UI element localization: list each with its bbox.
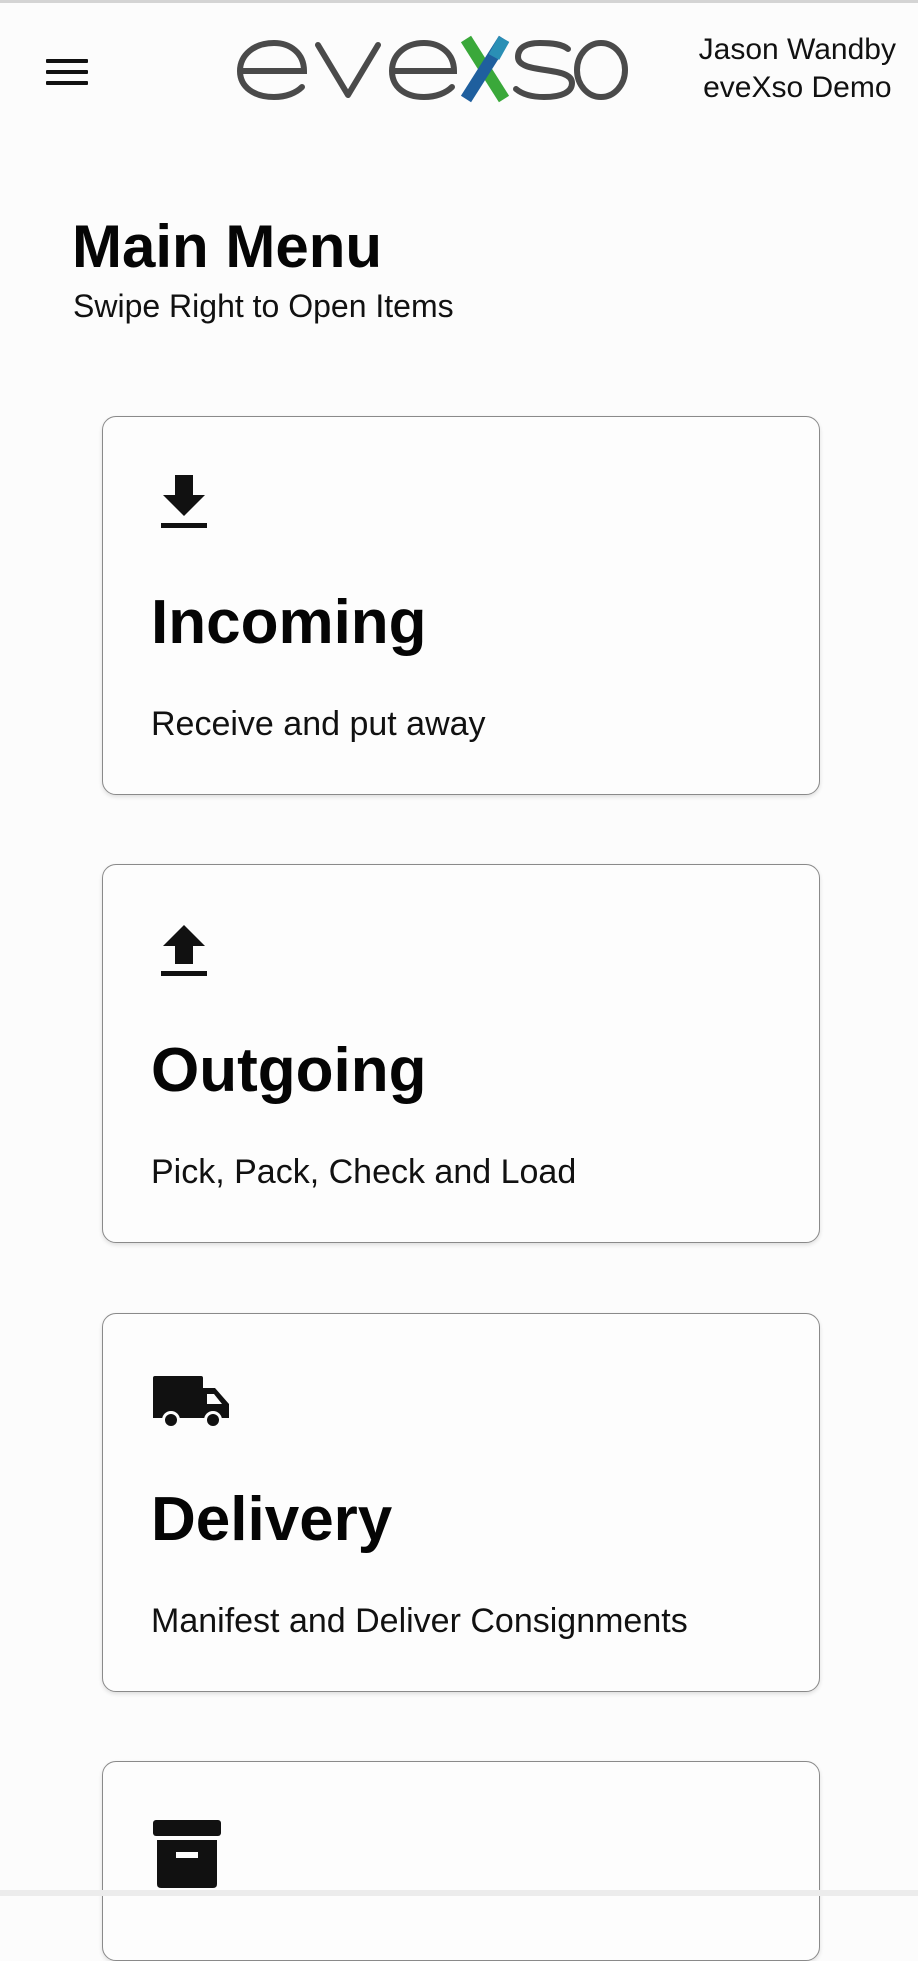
archive-box-icon	[151, 1818, 223, 1890]
card-title: Delivery	[151, 1485, 393, 1554]
upload-icon	[151, 917, 217, 983]
menu-card-outgoing[interactable]	[102, 864, 820, 1243]
card-description: Pick, Pack, Check and Load	[151, 1153, 577, 1191]
hamburger-menu-icon[interactable]	[40, 53, 94, 93]
app-header	[0, 3, 918, 133]
user-name: Jason Wandby	[698, 33, 896, 66]
menu-card-incoming[interactable]	[102, 416, 820, 795]
card-description: Manifest and Deliver Consignments	[151, 1602, 688, 1640]
page-title: Main Menu	[72, 213, 382, 280]
user-info	[699, 31, 896, 107]
organization-name: eveXso Demo	[703, 71, 892, 104]
download-icon	[151, 469, 217, 535]
truck-icon	[151, 1366, 231, 1432]
card-title: Outgoing	[151, 1036, 427, 1105]
page-subtitle: Swipe Right to Open Items	[73, 288, 454, 324]
bottom-edge	[0, 1890, 918, 1896]
card-description: Receive and put away	[151, 705, 486, 743]
card-title: Incoming	[151, 588, 427, 657]
evexso-logo	[232, 29, 630, 109]
menu-card-delivery[interactable]	[102, 1313, 820, 1692]
menu-card-archive[interactable]	[102, 1761, 820, 1961]
